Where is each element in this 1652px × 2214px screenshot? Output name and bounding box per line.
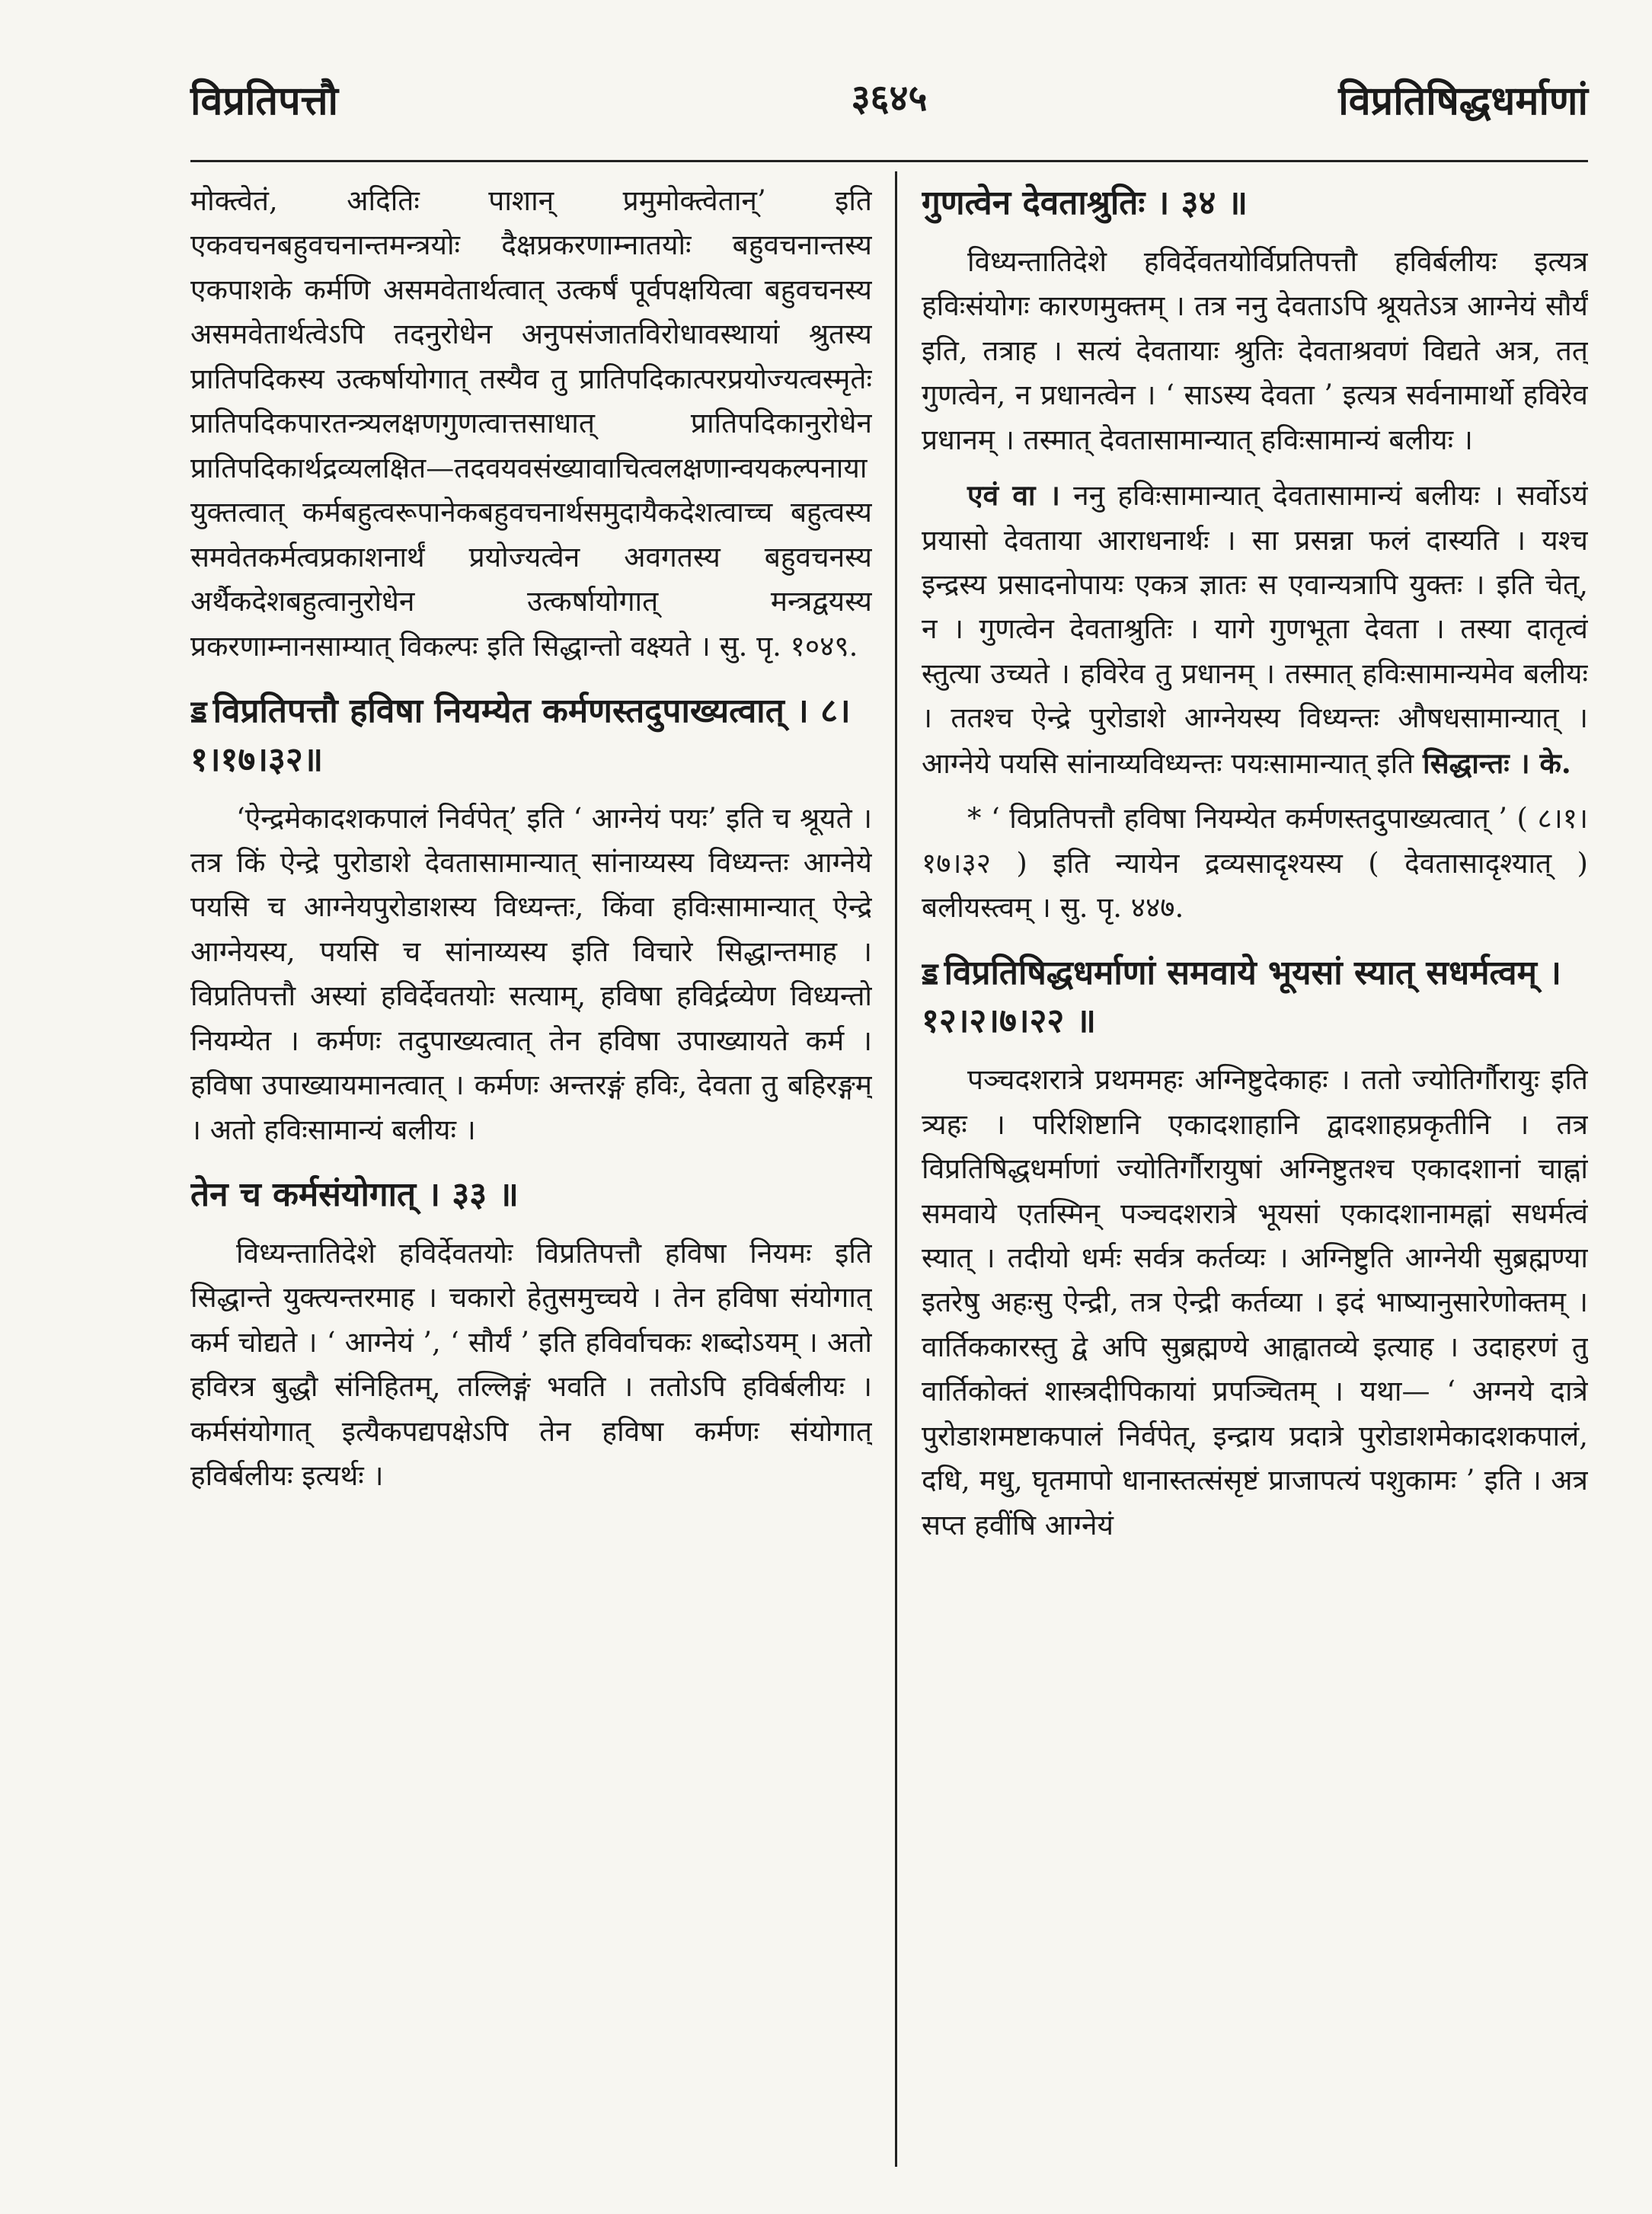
left-para-3: विध्यन्तातिदेशे हविर्देवतयोः विप्रतिपत्तौ हविषा नियमः इति सिद्धान्ते युक्त्यन्तरमाह । चकारो हेतुसमुच्चये । तेन हविषा संयोगात् कर्म चोद्यते । ‘ आग्नेयं ’, ‘ सौर्यं ’ इति हविर्वाचकः शब्दोऽयम् । अतो हविरत्र बुद्धौ संनिहितम्, तल्लिङ्गं भवति । ततोऽपि हविर्बलीयः । कर्मसंयोगात् इत्यैकपद्यपक्षेऽपि तेन हविषा कर्मणः संयोगात् हविर्बलीयः इत्यर्थः । [190,1237,872,1493]
sutra-mark-icon: ॾ [190,693,207,730]
right-para-2-tail: सिद्धान्तः । के. [1423,746,1571,780]
left-column [190,179,872,2167]
left-para-2: ‘ऐन्द्रमेकादशकपालं निर्वपेत्’ इति ‘ आग्नेयं पयः’ इति च श्रूयते । तत्र किं ऐन्द्रे पुरोडाशे देवतासामान्यात् सांनाय्यस्य विध्यन्तः आग्नेये पयसि च आग्नेयपुरोडाशस्य विध्यन्तः, किंवा हविःसामान्यात् ऐन्द्रे आग्नेयस्य, पयसि च सांनाय्यस्य इति विचारे सिद्धान्तमाह । विप्रतिपत्तौ अस्यां हविर्देवतयोः सत्याम्, हविषा हविर्द्रव्येण विध्यन्तो नियम्येत । कर्मणः तदुपाख्यत्वात् तेन हविषा उपाख्यायते कर्म । हविषा उपाख्यायमानत्वात् । कर्मणः अन्तरङ्गं हविः, देवता तु बहिरङ्गम् । अतो हविःसामान्यं बलीयः । [190,801,872,1146]
sutra-heading-12-text: विप्रतिषिद्धधर्माणां समवाये भूयसां स्यात् सधर्मत्वम् । १२।२।७।२२ ॥ [922,953,1561,1041]
right-para-2 [922,473,1588,786]
sutra-mark-icon: ॾ [922,955,938,992]
right-para-2-lead: एवं वा । [967,478,1060,513]
sutra-heading-12-2-7-22 [922,949,1588,1046]
header-rule [190,160,1588,162]
right-para-1: विध्यन्तातिदेशे हविर्देवतयोर्विप्रतिपत्तौ हविर्बलीयः इत्यत्र हविःसंयोगः कारणमुक्तम् । तत्र ननु देवताऽपि श्रूयतेऽत्र आग्नेयं सौर्यं इति, तत्राह । सत्यं देवतायाः श्रुतिः देवताश्रवणं विद्यते अत्र, तत् गुणत्वेन, न प्रधानत्वेन । ‘ साऽस्य देवता ’ इत्यत्र सर्वनामार्थो हविरेव प्रधानम् । तस्मात् देवतासामान्यात् हविःसामान्यं बलीयः । [922,244,1588,456]
sutra-heading-32 [190,687,872,784]
page-header [190,72,1588,141]
column-divider [895,171,897,2167]
running-head-right: विप्रतिषिद्धधर्माणां [1338,78,1588,124]
right-column [922,179,1588,2167]
right-para-4: पञ्चदशरात्रे प्रथममहः अग्निष्टुदेकाहः । ततो ज्योतिर्गौरायुः इति त्र्यहः । परिशिष्टानि एकादशाहानि द्वादशाहप्रकृतीनि । तत्र विप्रतिषिद्धधर्माणां ज्योतिर्गौरायुषां अग्निष्टुतश्च एकादशानां चाह्नां समवाये एतस्मिन् पञ्चदशरात्रे भूयसां एकादशानामह्नां सधर्मत्वं स्यात् । तदीयो धर्मः सर्वत्र कर्तव्यः । अग्निष्टुति आग्नेयी सुब्रह्मण्या इतरेषु अहःसु ऐन्द्री, तत्र ऐन्द्री कर्तव्या । इदं भाष्यानुसारेणोक्तम् । वार्तिककारस्तु द्वे अपि सुब्रह्मण्ये आह्वातव्ये इत्याह । उदाहरणं तु वार्तिकोक्तं शास्त्रदीपिकायां प्रपञ्चितम् । यथा— ‘ अग्नये दात्रे पुरोडाशमष्टाकपालं निर्वपेत्, इन्द्राय प्रदात्रे पुरोडाशमेकादशकपालं, दधि, मधु, घृतमापो धानास्तत्संसृष्टं प्राजापत्यं पशुकामः ’ इति । अत्र सप्त हवींषि आग्नेयं [922,1063,1588,1541]
right-para-2-body: ननु हविःसामान्यात् देवतासामान्यं बलीयः । सर्वोऽयं प्रयासो देवताया आराधनार्थः । सा प्रसन्ना फलं दास्यति । यश्च इन्द्रस्य प्रसादनोपायः एकत्र ज्ञातः स एवान्यत्रापि युक्तः । इति चेत्, न । गुणत्वेन देवताश्रुतिः । यागे गुणभूता देवता । तस्या दातृत्वं स्तुत्या उच्यते । हविरेव तु प्रधानम् । तस्मात् हविःसामान्यमेव बलीयः । ततश्च ऐन्द्रे पुरोडाशे आग्नेयस्य विध्यन्तः औषधसामान्यात् । आग्नेये पयसि सांनाय्यविध्यन्तः पयःसामान्यात् इति [922,479,1588,780]
running-head-left: विप्रतिपत्तौ [190,78,339,124]
sutra-heading-33: तेन च कर्मसंयोगात् । ३३ ॥ [190,1175,519,1215]
sutra-heading-32-text: विप्रतिपत्तौ हविषा नियम्येत कर्मणस्तदुपाख्यत्वात् । ८।१।१७।३२॥ [190,691,851,779]
left-para-1: मोक्त्वेतं, अदितिः पाशान् प्रमुमोक्त्वेतान्’ इति एकवचनबहुवचनान्तमन्त्रयोः दैक्षप्रकरणाम्नातयोः बहुवचनान्तस्य एकपाशके कर्मणि असमवेतार्थत्वात् उत्कर्षं पूर्वपक्षयित्वा बहुवचनस्य असमवेतार्थत्वेऽपि तदनुरोधेन अनुपसंजातविरोधावस्थायां श्रुतस्य प्रातिपदिकस्य उत्कर्षायोगात् तस्यैव तु प्रातिपदिकात्परप्रयोज्यत्वस्मृतेः प्रातिपदिकपारतन्त्र्यलक्षणगुणत्वात्तसाधात् प्रातिपदिकानुरोधेन प्रातिपदिकार्थद्रव्यलक्षित—तदवयवसंख्यावाचित्वलक्षणान्वयकल्पनाया युक्तत्वात् कर्मबहुत्वरूपानेकबहुवचनार्थसमुदायैकदेशत्वाच्च बहुत्वस्य समवेतकर्मत्वप्रकाशनार्थं प्रयोज्यत्वेन अवगतस्य बहुवचनस्य अर्थैकदेशबहुत्वानुरोधेन उत्कर्षायोगात् मन्त्रद्वयस्य प्रकरणाम्नानसाम्यात् विकल्पः इति सिद्धान्तो वक्ष्यते । सु. पृ. १०४९. [190,184,872,663]
right-para-3: * ‘ विप्रतिपत्तौ हविषा नियम्येत कर्मणस्तदुपाख्यत्वात् ’ ( ८।१।१७।३२ ) इति न्यायेन द्रव्यसादृश्यस्य ( देवतासादृश्यात् ) बलीयस्त्वम् । सु. पृ. ४४७. [922,802,1588,925]
sutra-heading-34: गुणत्वेन देवताश्रुतिः । ३४ ॥ [922,184,1248,222]
page-number: ३६४५ [851,77,928,120]
